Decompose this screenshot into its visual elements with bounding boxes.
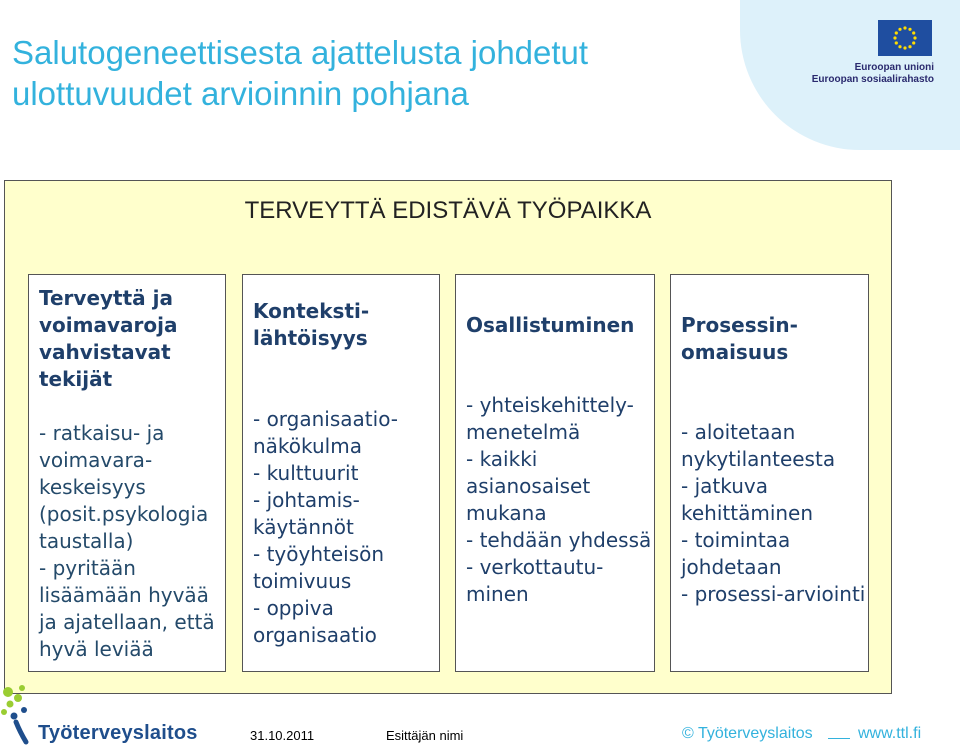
- footer-url[interactable]: www.ttl.fi: [858, 725, 922, 742]
- footer-copyright: © Työterveyslaitos: [682, 725, 813, 742]
- column-process: [670, 274, 869, 672]
- footer-logo-text: Työterveyslaitos: [38, 722, 198, 744]
- column-context: [242, 274, 440, 672]
- footer-date: 31.10.2011: [250, 728, 315, 743]
- column-body: - organisaatio-näkökulma - kulttuurit - johtamis-käytännöt - työyhteisön toimivuus - oppiva organisaatio: [253, 407, 399, 647]
- column-title: Konteksti-lähtöisyys: [253, 299, 370, 350]
- column-title: Osallistuminen: [466, 313, 635, 337]
- column-body: - aloitetaan nykytilanteesta - jatkuva kehittäminen - toimintaa johdetaan - prosessi-arviointi: [681, 420, 866, 606]
- eu-logo-line2: Euroopan sosiaalirahasto: [811, 74, 934, 85]
- eu-flag-icon: [878, 20, 932, 56]
- column-title: Terveyttä ja voimavaroja vahvistavat tekijät: [39, 286, 178, 391]
- column-body: - yhteiskehittely-menetelmä - kaikki asianosaiset mukana - tehdään yhdessä - verkottautu-minen: [466, 393, 652, 606]
- column-title: Prosessin-omaisuus: [681, 313, 798, 364]
- footer-presenter: Esittäjän nimi: [386, 728, 464, 743]
- eu-logo: [811, 18, 934, 88]
- eu-logo-line1: Euroopan unioni: [854, 62, 934, 73]
- column-participation: [455, 274, 655, 672]
- column-body: - ratkaisu- ja voimavara-keskeisyys (posit.psykologia taustalla) - pyritään lisäämään hyvää ja ajatellaan, että hyvä leviää: [39, 421, 215, 661]
- slide-title: Salutogeneettisesta ajattelusta johdetut ulottuvuudet arvioinnin pohjana: [12, 34, 589, 112]
- footer-divider: [828, 738, 850, 739]
- column-health-resources: [28, 274, 226, 672]
- panel-heading: TERVEYTTÄ EDISTÄVÄ TYÖPAIKKA: [244, 197, 652, 224]
